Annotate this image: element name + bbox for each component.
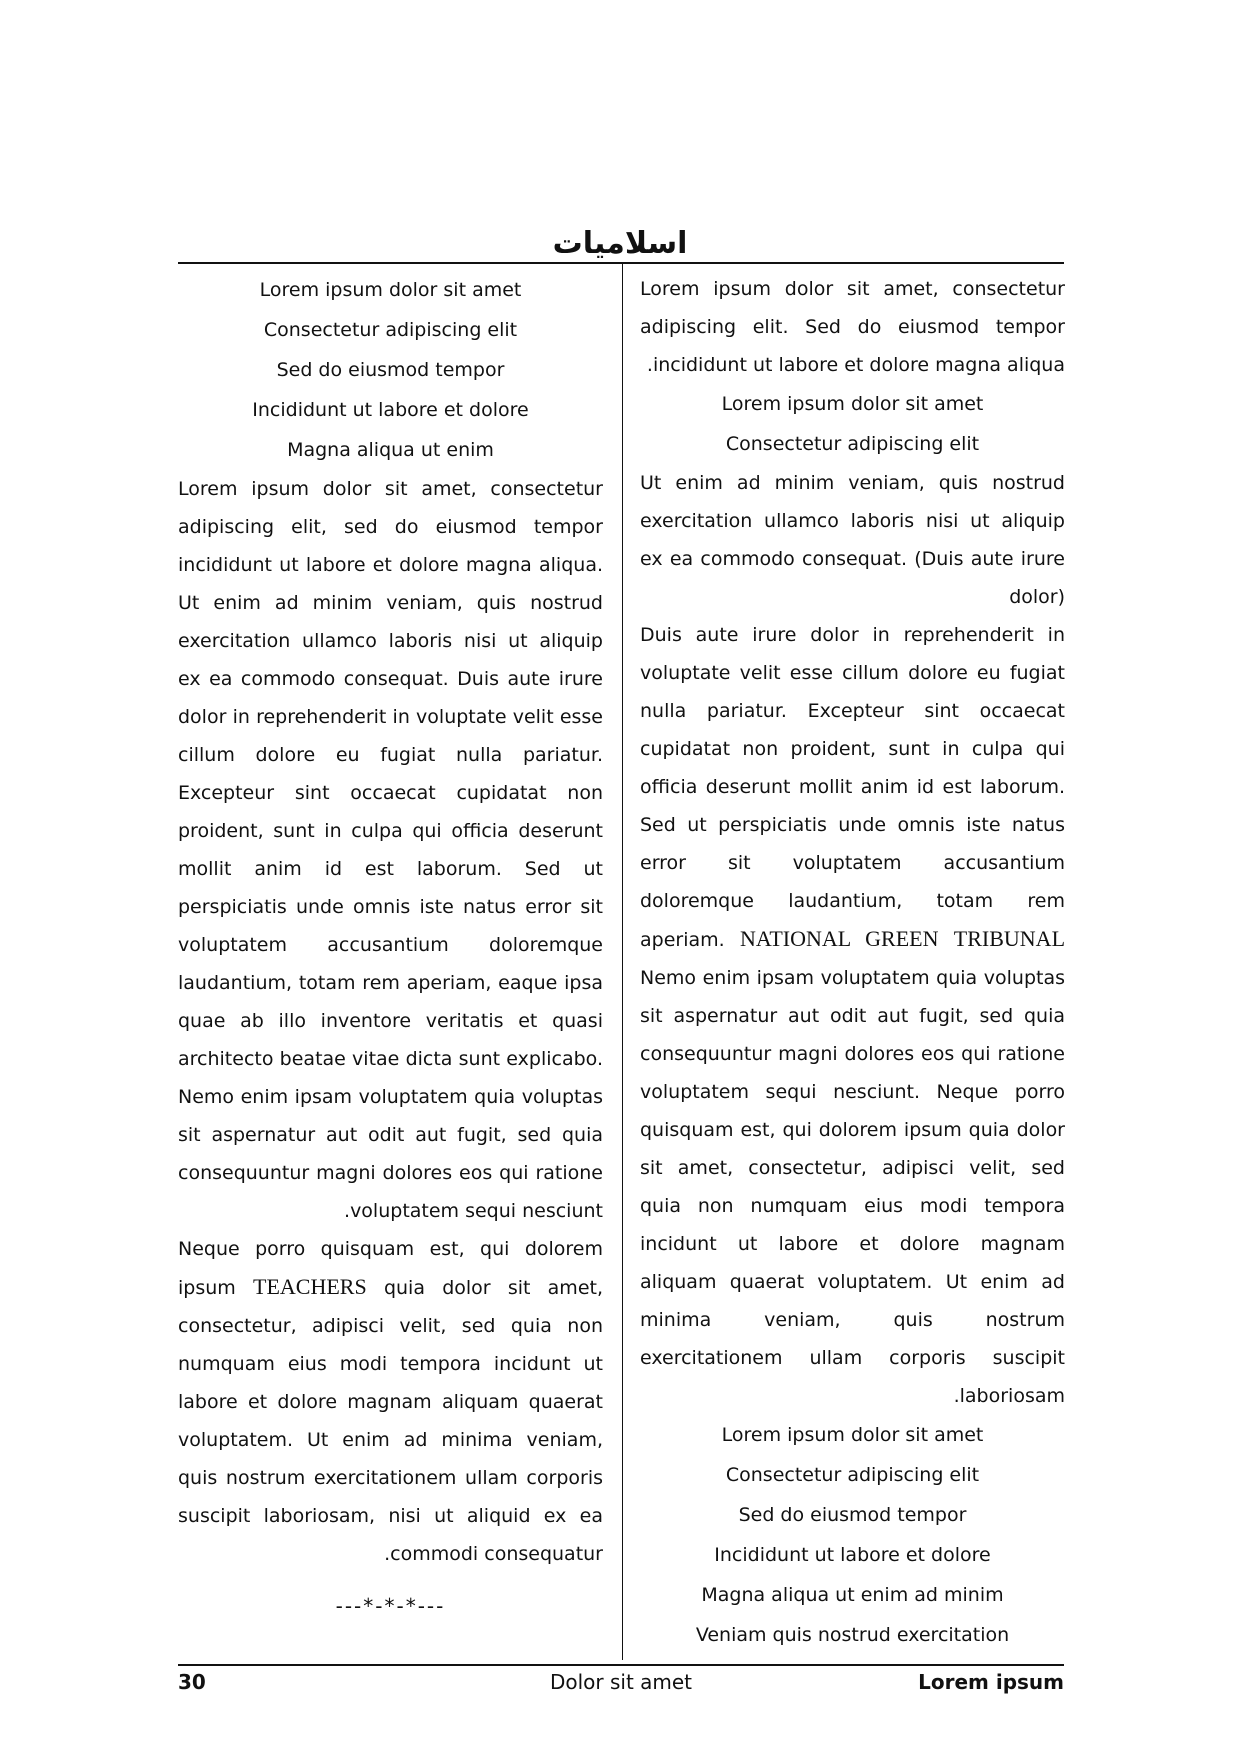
verse-line: Magna aliqua ut enim bbox=[287, 439, 494, 461]
verse-line: Magna aliqua ut enim ad minim bbox=[701, 1584, 1004, 1606]
verse-line: Sed do eiusmod tempor bbox=[738, 1504, 967, 1526]
right-verse-block bbox=[640, 1415, 1065, 1650]
right-paragraph-2 bbox=[640, 616, 1065, 1415]
verse-line: Consectetur adipiscing elit bbox=[725, 433, 980, 455]
header-rule bbox=[178, 262, 1064, 264]
magazine-name: Lorem ipsum bbox=[918, 1670, 1064, 1694]
verse-line: Consectetur adipiscing elit bbox=[725, 1464, 980, 1486]
right-paragraph-3-text: Nemo enim ipsam voluptatem quia voluptas sit aspernatur aut odit aut fugit, sed quia consequuntur magni dolores eos qui ratione voluptatem sequi nesciunt. Neque porro quisquam est, qui dolorem ipsum quia dolor sit amet, consectetur, adipisci velit, sed quia non numquam eius modi tempora incidunt ut labore et dolore magnam aliquam quaerat voluptatem. Ut enim ad minima veniam, quis nostrum exercitationem ullam corporis suscipit laboriosam. bbox=[640, 967, 1065, 1407]
latin-text: TEACHERS bbox=[253, 1274, 367, 1299]
left-verse-block bbox=[178, 270, 603, 470]
left-paragraph-2-post: quia dolor sit amet, consectetur, adipisci velit, sed quia non numquam eius modi tempora incidunt ut labore et dolore magnam aliquam quaerat voluptatem. Ut enim ad minima veniam, quis nostrum exercitationem ullam corporis suscipit laboriosam, nisi ut aliquid ex ea commodi consequatur. bbox=[178, 1277, 603, 1565]
page-footer bbox=[178, 1670, 1064, 1710]
right-couplet bbox=[640, 384, 1065, 464]
latin-text: NATIONAL GREEN bbox=[740, 926, 939, 951]
verse-line: Veniam quis nostrud exercitation bbox=[695, 1624, 1010, 1646]
page-title: اسلامیات bbox=[552, 226, 688, 261]
column-divider bbox=[622, 262, 623, 1660]
left-paragraph-2-pre: Neque porro quisquam est, qui dolorem ipsum bbox=[178, 1238, 603, 1299]
verse-line: Lorem ipsum dolor sit amet bbox=[259, 279, 522, 301]
verse-line: Lorem ipsum dolor sit amet bbox=[721, 1424, 984, 1446]
right-intro-paragraph: Lorem ipsum dolor sit amet, consectetur adipiscing elit. Sed do eiusmod tempor incididunt ut labore et dolore magna aliqua. bbox=[640, 278, 1065, 376]
left-paragraph-2 bbox=[178, 1230, 603, 1573]
verse-line: Incididunt ut labore et dolore bbox=[714, 1544, 991, 1566]
page-number: 30 bbox=[178, 1670, 206, 1694]
footer-rule bbox=[178, 1664, 1064, 1666]
end-mark: ---*-*-*--- bbox=[335, 1594, 446, 1618]
verse-line: Sed do eiusmod tempor bbox=[276, 359, 505, 381]
verse-line: Lorem ipsum dolor sit amet bbox=[721, 393, 984, 415]
issue-date: Dolor sit amet bbox=[549, 1670, 693, 1694]
left-paragraph-1: Lorem ipsum dolor sit amet, consectetur adipiscing elit, sed do eiusmod tempor incididunt ut labore et dolore magna aliqua. Ut enim ad minim veniam, quis nostrud exercitation ullamco laboris nisi ut aliquip ex ea commodo consequat. Duis aute irure dolor in reprehenderit in voluptate velit esse cillum dolore eu fugiat nulla pariatur. Excepteur sint occaecat cupidatat non proident, sunt in culpa qui officia deserunt mollit anim id est laborum. Sed ut perspiciatis unde omnis iste natus error sit voluptatem accusantium doloremque laudantium, totam rem aperiam, eaque ipsa quae ab illo inventore veritatis et quasi architecto beatae vitae dicta sunt explicabo. Nemo enim ipsam voluptatem quia voluptas sit aspernatur aut odit aut fugit, sed quia consequuntur magni dolores eos qui ratione voluptatem sequi nesciunt. bbox=[178, 478, 603, 1222]
left-column bbox=[178, 270, 603, 1650]
right-paragraph-2-text: Duis aute irure dolor in reprehenderit in voluptate velit esse cillum dolore eu fugiat nulla pariatur. Excepteur sint occaecat cupidatat non proident, sunt in culpa qui officia deserunt mollit anim id est laborum. Sed ut perspiciatis unde omnis iste natus error sit voluptatem accusantium doloremque laudantium, totam rem aperiam. bbox=[640, 624, 1065, 951]
verse-line: Consectetur adipiscing elit bbox=[263, 319, 518, 341]
right-paragraph-1: Ut enim ad minim veniam, quis nostrud exercitation ullamco laboris nisi ut aliquip ex ea commodo consequat. (Duis aute irure dolor) bbox=[640, 472, 1065, 608]
latin-text: TRIBUNAL bbox=[953, 926, 1065, 951]
right-column bbox=[640, 270, 1065, 1650]
verse-line: Incididunt ut labore et dolore bbox=[252, 399, 529, 421]
